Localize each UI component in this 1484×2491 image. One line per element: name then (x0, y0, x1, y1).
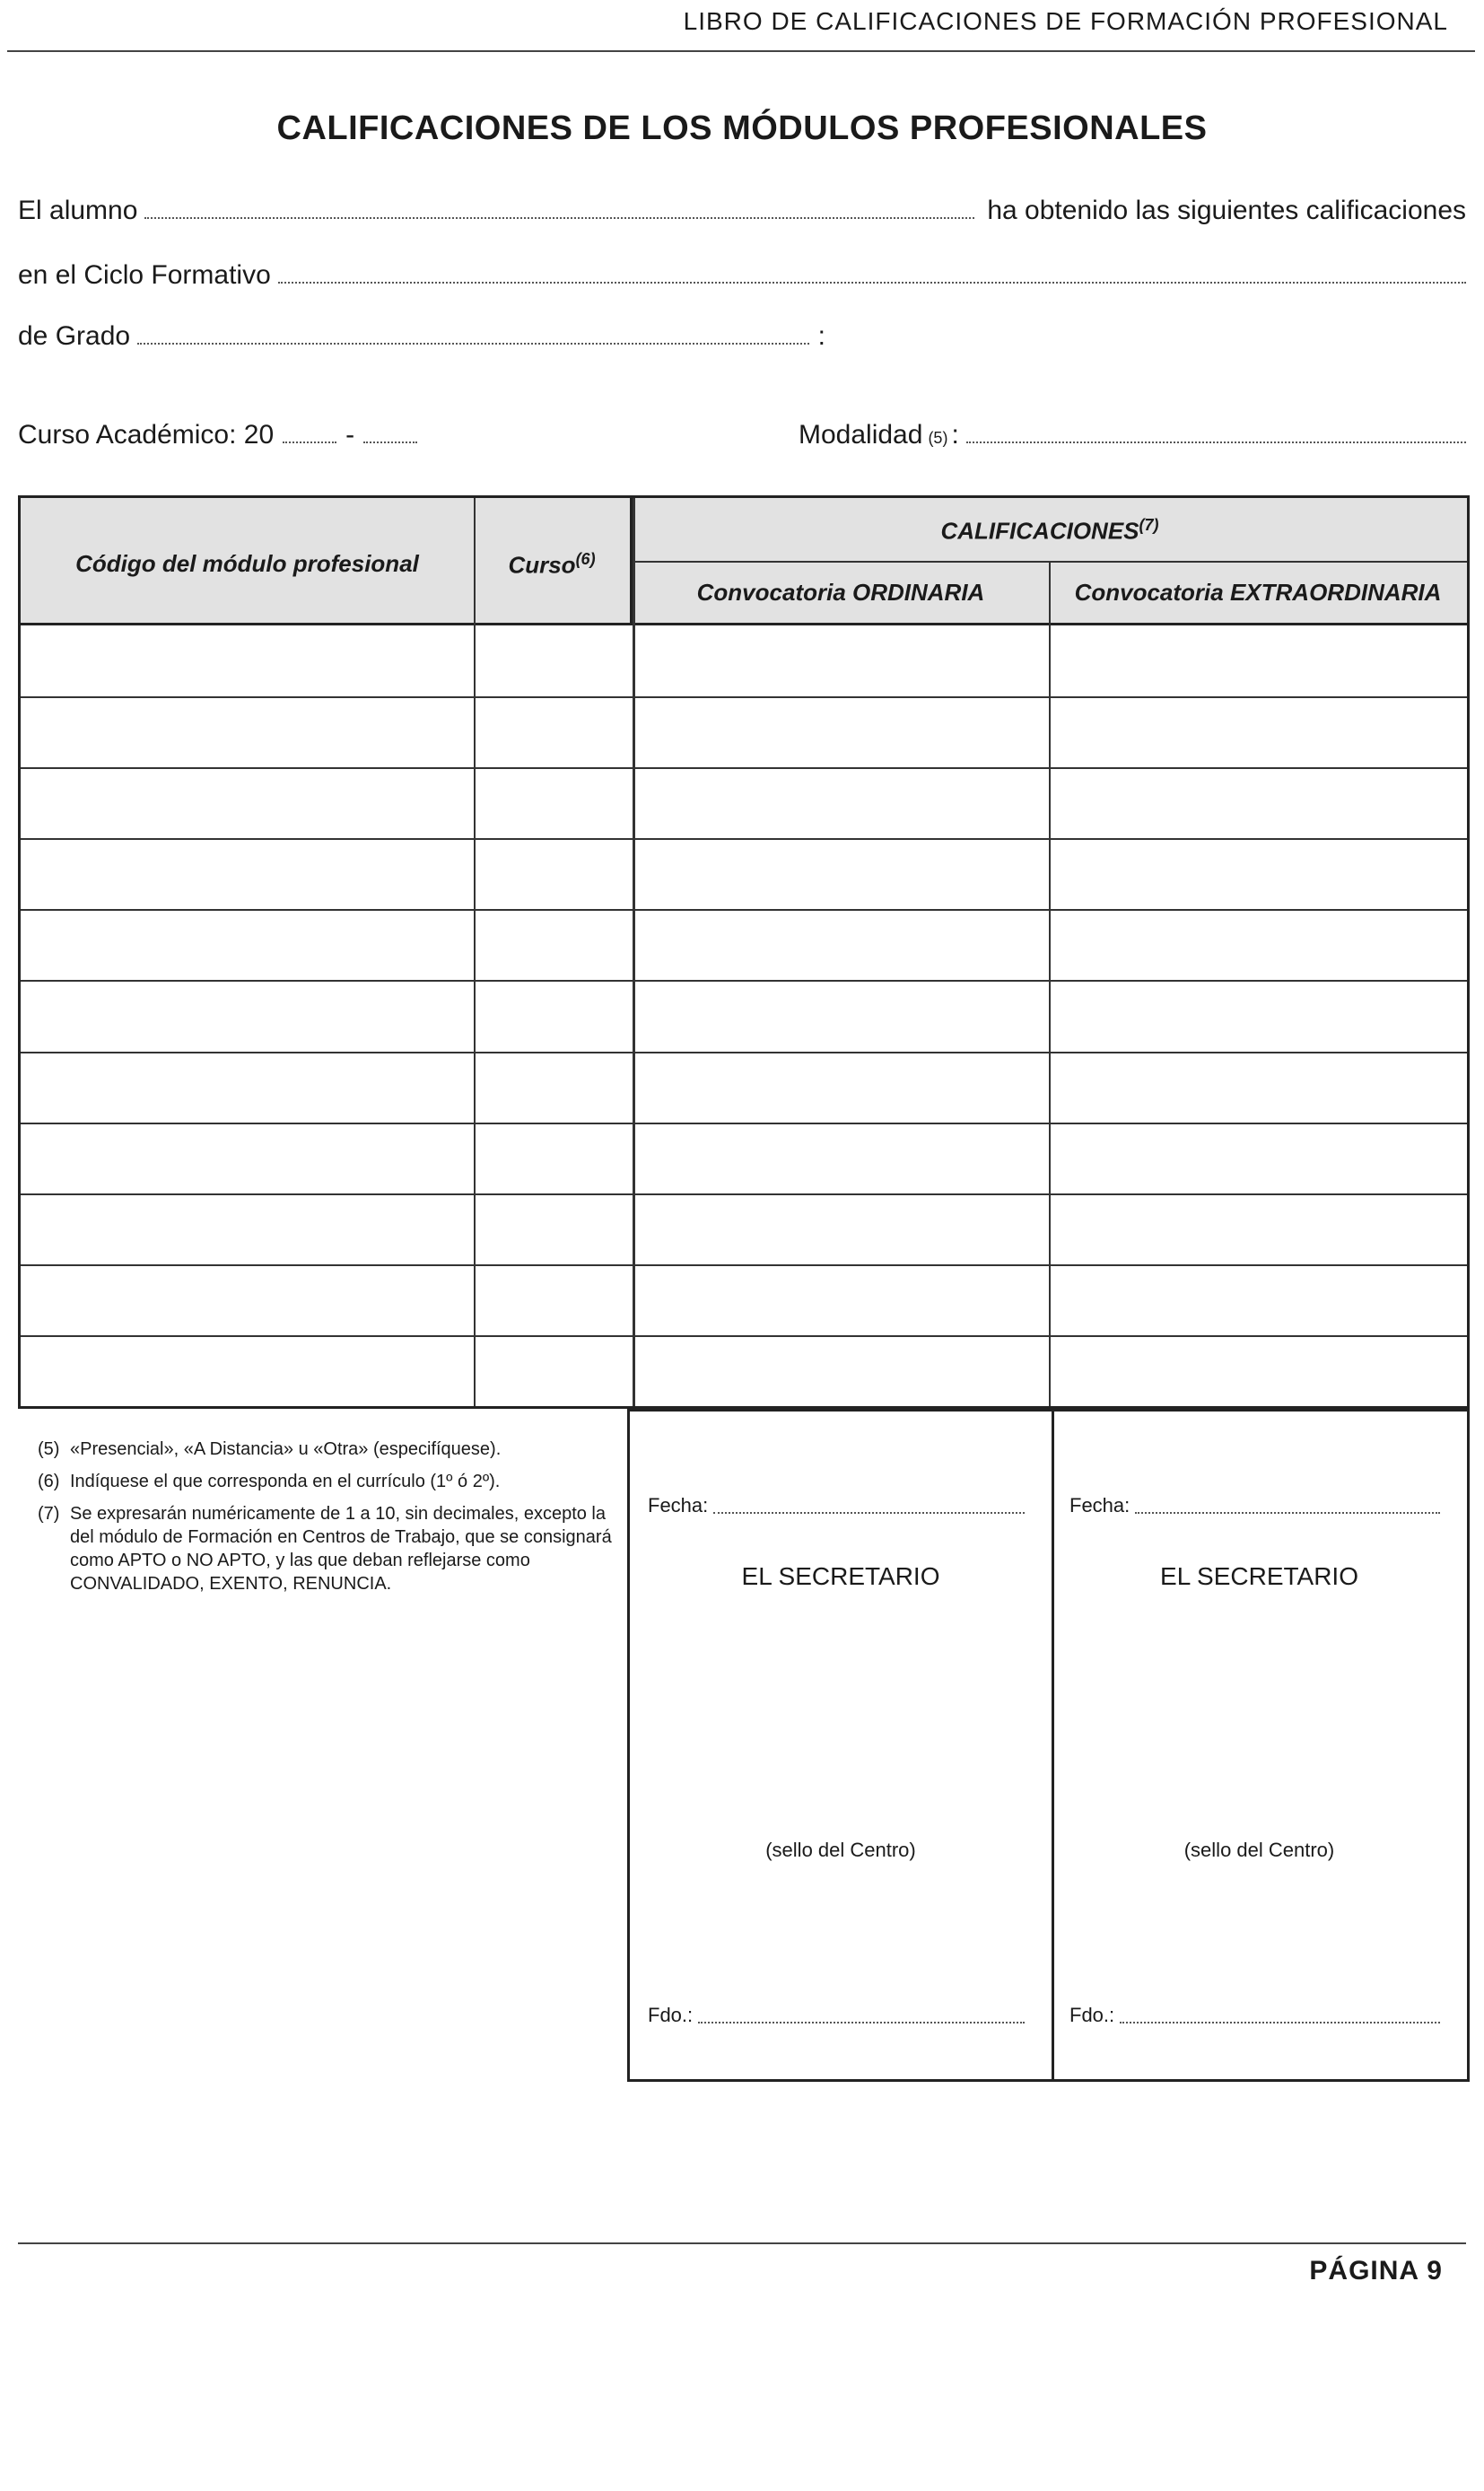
codigo-cell[interactable] (21, 696, 474, 767)
curso-cell[interactable] (474, 1052, 633, 1123)
page-title: CALIFICACIONES DE LOS MÓDULOS PROFESIONALES (276, 109, 1208, 147)
alumno-field[interactable] (144, 217, 974, 219)
fdo-line (1069, 2004, 1440, 2027)
curso-cell[interactable] (474, 909, 633, 980)
fdo-field[interactable] (1120, 2022, 1440, 2023)
secretario-title: EL SECRETARIO (1160, 1562, 1358, 1590)
codigo-cell[interactable] (21, 1335, 474, 1406)
footnote-7 (38, 1502, 612, 1595)
grado-colon: : (817, 321, 825, 351)
curso-separator: - (345, 420, 355, 450)
extraordinaria-cell[interactable] (1049, 625, 1467, 696)
fdo-label: Fdo.: (1069, 2004, 1115, 2026)
extraordinaria-cell[interactable] (1049, 696, 1467, 767)
extraordinaria-cell[interactable] (1049, 1264, 1467, 1335)
row-divider (21, 909, 1467, 911)
header-calificaciones (633, 516, 1467, 546)
header-curso-label: Curso (508, 551, 576, 579)
table-row (21, 1052, 1467, 1123)
fdo-label: Fdo.: (648, 2004, 694, 2026)
codigo-cell[interactable] (21, 1123, 474, 1193)
seal-placeholder: (sello del Centro) (1183, 1839, 1335, 1861)
header-extraordinaria: Convocatoria EXTRAORDINARIA (1074, 579, 1442, 606)
header-divider (7, 50, 1475, 52)
page-number: PÁGINA 9 (1309, 2256, 1443, 2286)
codigo-cell[interactable] (21, 1264, 474, 1335)
grado-field[interactable] (137, 343, 809, 345)
signature-box-extraordinaria (1052, 1409, 1470, 2082)
row-divider (21, 980, 1467, 982)
footnote-number: (7) (38, 1504, 60, 1524)
extraordinaria-cell[interactable] (1049, 909, 1467, 980)
curso-cell[interactable] (474, 838, 633, 909)
ordinaria-cell[interactable] (633, 1335, 1049, 1406)
footnote-number: (5) (38, 1439, 60, 1459)
footnote-5 (38, 1438, 612, 1461)
footnote-number: (6) (38, 1472, 60, 1491)
extraordinaria-cell[interactable] (1049, 767, 1467, 838)
ciclo-label: en el Ciclo Formativo (18, 260, 271, 290)
table-row (21, 625, 1467, 696)
fecha-label: Fecha: (648, 1494, 709, 1516)
table-row (21, 909, 1467, 980)
extraordinaria-cell[interactable] (1049, 1193, 1467, 1264)
ciclo-line (18, 260, 1466, 291)
modalidad-field[interactable] (966, 441, 1466, 443)
ordinaria-cell[interactable] (633, 696, 1049, 767)
fecha-label: Fecha: (1069, 1494, 1130, 1516)
curso-cell[interactable] (474, 696, 633, 767)
header-ordinaria: Convocatoria ORDINARIA (696, 579, 985, 606)
extraordinaria-cell[interactable] (1049, 1123, 1467, 1193)
running-header: LIBRO DE CALIFICACIONES DE FORMACIÓN PROFESIONAL (683, 7, 1448, 35)
fecha-line (1069, 1494, 1440, 1517)
alumno-suffix: ha obtenido las siguientes calificaciones (987, 196, 1466, 225)
ordinaria-cell[interactable] (633, 625, 1049, 696)
extraordinaria-cell[interactable] (1049, 980, 1467, 1051)
header-codigo: Código del módulo profesional (75, 550, 419, 577)
codigo-cell[interactable] (21, 980, 474, 1051)
ordinaria-cell[interactable] (633, 767, 1049, 838)
row-divider (21, 1123, 1467, 1124)
codigo-cell[interactable] (21, 909, 474, 980)
alumno-line (18, 196, 1466, 226)
row-divider (21, 838, 1467, 840)
signature-box-ordinaria (627, 1409, 1054, 2082)
table-row (21, 767, 1467, 838)
footnotes (38, 1438, 612, 1604)
calificaciones-footnote-ref: (7) (1139, 516, 1159, 534)
codigo-cell[interactable] (21, 838, 474, 909)
fecha-field[interactable] (1135, 1512, 1440, 1514)
curso-cell[interactable] (474, 1193, 633, 1264)
footnote-text: «Presencial», «A Distancia» u «Otra» (especifíquese). (70, 1439, 502, 1459)
curso-cell[interactable] (474, 980, 633, 1051)
fecha-line (648, 1494, 1025, 1517)
curso-year-start-field[interactable] (283, 441, 336, 443)
ordinaria-cell[interactable] (633, 980, 1049, 1051)
curso-label: Curso Académico: 20 (18, 420, 275, 450)
curso-cell[interactable] (474, 767, 633, 838)
codigo-cell[interactable] (21, 1193, 474, 1264)
extraordinaria-cell[interactable] (1049, 838, 1467, 909)
codigo-cell[interactable] (21, 767, 474, 838)
alumno-label: El alumno (18, 196, 138, 225)
grades-table (18, 495, 1470, 1409)
table-header-left (21, 498, 633, 625)
fecha-field[interactable] (713, 1512, 1025, 1514)
ordinaria-cell[interactable] (633, 838, 1049, 909)
curso-cell[interactable] (474, 1264, 633, 1335)
curso-footnote-ref: (6) (575, 550, 596, 568)
ciclo-field[interactable] (278, 282, 1466, 284)
ordinaria-cell[interactable] (633, 909, 1049, 980)
curso-cell[interactable] (474, 1335, 633, 1406)
footnote-6 (38, 1470, 612, 1493)
extraordinaria-cell[interactable] (1049, 1335, 1467, 1406)
footer-divider (18, 2242, 1466, 2244)
header-calificaciones-label: CALIFICACIONES (940, 517, 1139, 545)
table-row (21, 1123, 1467, 1193)
grado-label: de Grado (18, 321, 131, 351)
row-divider (21, 767, 1467, 769)
row-divider (21, 1052, 1467, 1053)
curso-cell[interactable] (474, 1123, 633, 1193)
header-curso (474, 550, 630, 580)
extraordinaria-cell[interactable] (1049, 1052, 1467, 1123)
table-row (21, 1335, 1467, 1406)
table-row (21, 980, 1467, 1051)
codigo-cell[interactable] (21, 1052, 474, 1123)
modalidad-footnote-ref: (5) (928, 429, 948, 447)
seal-placeholder: (sello del Centro) (765, 1839, 916, 1861)
fdo-field[interactable] (698, 2022, 1025, 2023)
secretario-title: EL SECRETARIO (741, 1562, 940, 1590)
table-row (21, 838, 1467, 909)
row-divider (21, 1335, 1467, 1337)
curso-year-end-field[interactable] (363, 441, 417, 443)
curso-line (18, 420, 484, 450)
ordinaria-cell[interactable] (633, 1264, 1049, 1335)
codigo-cell[interactable] (21, 625, 474, 696)
row-divider (21, 696, 1467, 698)
footnote-text: Indíquese el que corresponda en el currículo (1º ó 2º). (70, 1472, 501, 1491)
grado-line (18, 321, 825, 352)
footnote-text: Se expresarán numéricamente de 1 a 10, sin decimales, excepto la del módulo de Formación en Centros de Trabajo, que se consignará como APTO o NO APTO, y las que deban reflejarse como CONVALIDADO, EXENTO, RENUNCIA. (70, 1504, 612, 1594)
modalidad-label: Modalidad (799, 420, 923, 450)
fdo-line (648, 2004, 1025, 2027)
table-row (21, 696, 1467, 767)
ordinaria-cell[interactable] (633, 1052, 1049, 1123)
table-row (21, 1193, 1467, 1264)
row-divider (21, 1193, 1467, 1195)
row-divider (21, 1264, 1467, 1266)
ordinaria-cell[interactable] (633, 1123, 1049, 1193)
modalidad-line (799, 420, 1466, 450)
table-row (21, 1264, 1467, 1335)
ordinaria-cell[interactable] (633, 1193, 1049, 1264)
curso-cell[interactable] (474, 625, 633, 696)
modalidad-colon: : (951, 420, 959, 450)
